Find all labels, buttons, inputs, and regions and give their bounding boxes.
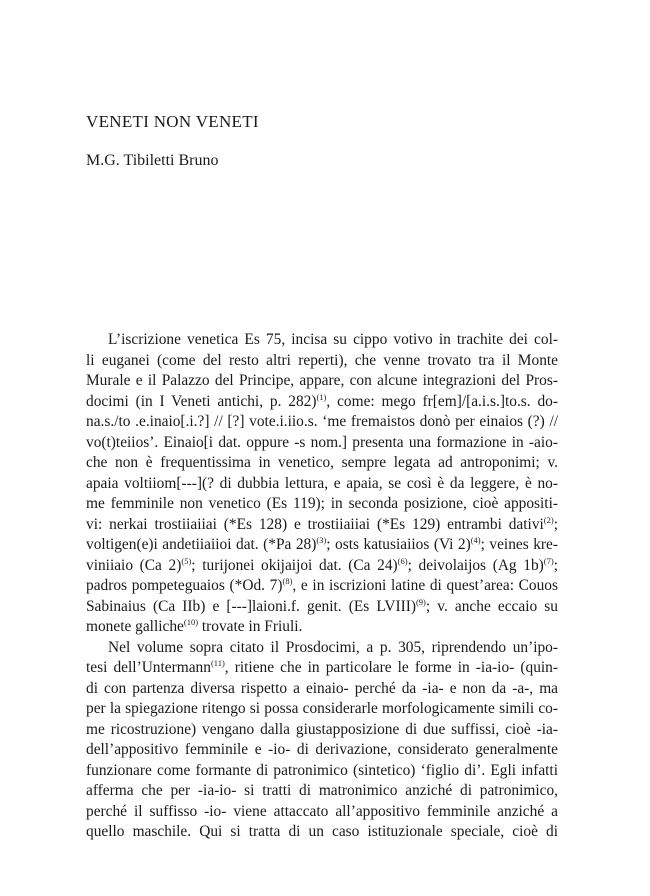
body-line: me femminile non venetico (Es 119); in seconda posizione, cioè appositi- [86,495,558,512]
body-line: na.s./to .e.inaio[.i.?] // [?] vote.i.iio.s. ‘me fremaistos donò per einaios (?) // [86,413,558,430]
body-line: funzionare come formante di patronimico (sintetico) ‘figlio di’. Egli infatti [86,761,558,779]
body-line: tesi dell’Untermann$^{(11)}$, ritiene che in particolare le forme in -ia-io- (quin- [86,658,558,676]
body-line: di con partenza diversa rispetto a einaio- perché da -ia- e non da -a-, ma [86,679,558,697]
footnote-ref: (1) [316,391,327,402]
footnote-ref: (7) [543,555,554,566]
body-line: L’iscrizione venetica Es 75, incisa su cippo votivo in trachite dei col- [108,331,558,348]
body-line: Sabinaius (Ca IIb) e [---]laioni.f. genit. (Es LVIII)$^{(9)}$; v. anche eccaio su [86,596,558,615]
body-line: Nel volume sopra citato il Prosdocimi, a p. 305, riprendendo un’ipo- [108,638,558,656]
body-line: apaia voltiiom[---](? di dubbia lettura, e apaia, se così è da leggere, è no- [86,474,558,492]
article-body [86,330,558,843]
body-line: quello maschile. Qui si tratta di un caso istituzionale speciale, cioè di [86,823,558,840]
footnote-ref: (9) [415,596,426,607]
footnote-ref: (10) [183,617,199,627]
body-line: Murale e il Palazzo del Principe, appare, con alcune integrazioni del Pros- [86,372,558,389]
body-line: vi: nerkai trostiiaiiai (*Es 128) e trostiiaiiai (*Es 129) entrambi dativi$^{(2)}$; [86,514,558,533]
footnote-ref: (3) [316,535,327,545]
article-author: M.G. Tibiletti Bruno [86,152,219,169]
body-line: docimi (in I Veneti antichi, p. 282)$^{(1)}$, come: mego fr[em]/[a.i.s.]to.s. do- [86,391,558,410]
footnote-ref: (4) [470,535,481,545]
footnote-ref: (11) [210,658,225,668]
body-line: vo(t)teiios’. Einaio[i dat. oppure -s nom.] presenta una formazione in -aio- [86,433,558,451]
body-line: voltigen(e)i andetiiaiioi dat. (*Pa 28)$^{(3)}$; osts katusiaiios (Vi 2)$^{(4)}$; veines kre- [86,535,558,553]
body-line: perché il suffisso -io- viene attaccato all’appositivo femminile anziché a [86,802,558,820]
article-title: VENETI NON VENETI [86,112,259,131]
footnote-ref: (6) [397,555,408,566]
body-line: padros pompeteguaios (*Od. 7)$^{(8)}$, e in iscrizioni latine di quest’area: Couos [86,576,558,594]
body-line: afferma che per -ia-io- si tratti di matronimico anziché di patronimico, [86,782,558,799]
body-line: li euganei (come del resto altri reperti), che venne trovato tra il Monte [86,351,558,369]
footnote-ref: (8) [282,576,293,586]
body-line: viniiaio (Ca 2)$^{(5)}$; turijonei okijaijoi dat. (Ca 24)$^{(6)}$; deivolaijos (Ag 1b)$^{(7)}$; [86,555,558,574]
body-line: per la spiegazione ritengo si possa considerarle morfologicamente simili co- [86,700,558,717]
body-line: me ricostruzione) vengano dalla giustapposizione di due suffissi, cioè -ia- [86,720,558,738]
footnote-ref: (5) [181,555,192,566]
footnote-ref: (2) [543,514,554,525]
body-line: monete galliche$^{(10)}$ trovate in Friuli. [86,617,303,635]
body-line: che non è frequentissima in venetico, sempre legata ad antroponimi; v. [86,454,558,471]
body-line: dell’appositivo femminile e -io- di derivazione, considerato generalmente [86,741,558,758]
